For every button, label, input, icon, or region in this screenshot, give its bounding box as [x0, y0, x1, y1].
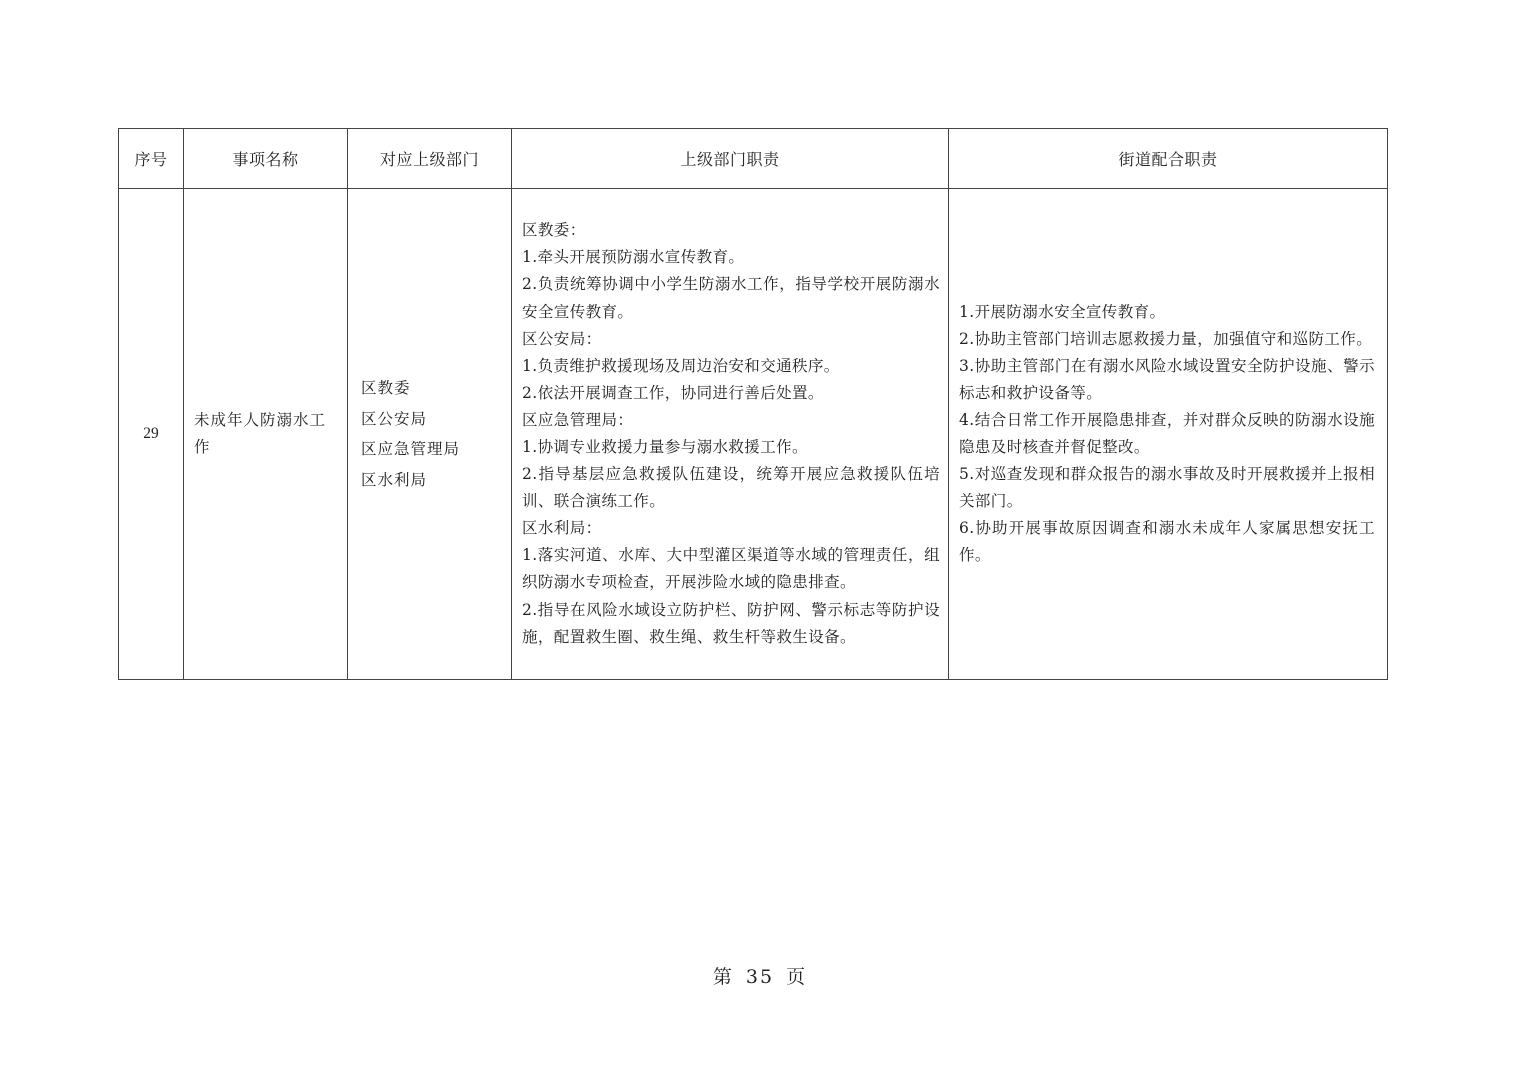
- row-departments: [348, 189, 512, 680]
- department-item: 区教委: [361, 379, 411, 397]
- department-item: 区水利局: [361, 470, 428, 489]
- row-superior-duties: [512, 189, 949, 680]
- superior-duty-item: 1.协调专业救援力量参与溺水救援工作。: [522, 438, 808, 456]
- department-item: 区应急管理局: [361, 440, 461, 458]
- department-item: 区公安局: [361, 409, 428, 428]
- header-department: 对应上级部门: [348, 129, 512, 189]
- street-duty-item: 3.协助主管部门在有溺水风险水域设置安全防护设施、警示标志和救护设备等。: [959, 356, 1375, 402]
- superior-duty-item: 1.牵头开展预防溺水宣传教育。: [522, 248, 745, 267]
- page-footer: [0, 962, 1520, 989]
- superior-duty-item: 2.依法开展调查工作，协同进行善后处置。: [522, 383, 824, 402]
- page-footer-prefix: 第: [712, 966, 734, 988]
- street-duty-item: 1.开展防溺水安全宣传教育。: [959, 302, 1166, 321]
- table-row: [119, 189, 1388, 680]
- superior-dept-heading: 区教委：: [522, 221, 586, 240]
- superior-duty-item: 1.负责维护救援现场及周边治安和交通秩序。: [522, 356, 840, 375]
- street-duty-item: 4.结合日常工作开展隐患排查，并对群众反映的防溺水设施隐患及时核查并督促整改。: [959, 410, 1375, 456]
- superior-dept-heading: 区应急管理局：: [522, 410, 634, 429]
- superior-dept-heading: 区公安局：: [522, 329, 602, 348]
- superior-dept-heading: 区水利局：: [522, 519, 602, 538]
- header-item-name: 事项名称: [184, 129, 348, 189]
- header-street-duties: 街道配合职责: [949, 129, 1388, 189]
- row-item-name: 未成年人防溺水工作: [184, 189, 348, 680]
- page-footer-suffix: 页: [786, 966, 808, 988]
- duty-table: [118, 128, 1388, 680]
- superior-duty-item: 1.落实河道、水库、大中型灌区渠道等水域的管理责任，组织防溺水专项检查，开展涉险水域的隐患排查。: [522, 546, 940, 592]
- page-number: 35: [745, 966, 775, 988]
- header-superior-duties: 上级部门职责: [512, 129, 949, 189]
- superior-duty-item: 2.指导基层应急救援队伍建设，统筹开展应急救援队伍培训、联合演练工作。: [522, 465, 940, 511]
- superior-duty-item: 2.指导在风险水域设立防护栏、防护网、警示标志等防护设施，配置救生圈、救生绳、救生杆等救生设备。: [522, 600, 940, 646]
- row-seq: 29: [119, 189, 184, 680]
- superior-duty-item: 2.负责统筹协调中小学生防溺水工作，指导学校开展防溺水安全宣传教育。: [522, 275, 940, 321]
- header-seq: 序号: [119, 129, 184, 189]
- street-duty-item: 2.协助主管部门培训志愿救援力量，加强值守和巡防工作。: [959, 329, 1373, 348]
- street-duty-item: 6.协助开展事故原因调查和溺水未成年人家属思想安抚工作。: [959, 519, 1375, 565]
- row-street-duties: [949, 189, 1388, 680]
- street-duty-item: 5.对巡查发现和群众报告的溺水事故及时开展救援并上报相关部门。: [959, 465, 1375, 511]
- table-header-row: [119, 129, 1388, 189]
